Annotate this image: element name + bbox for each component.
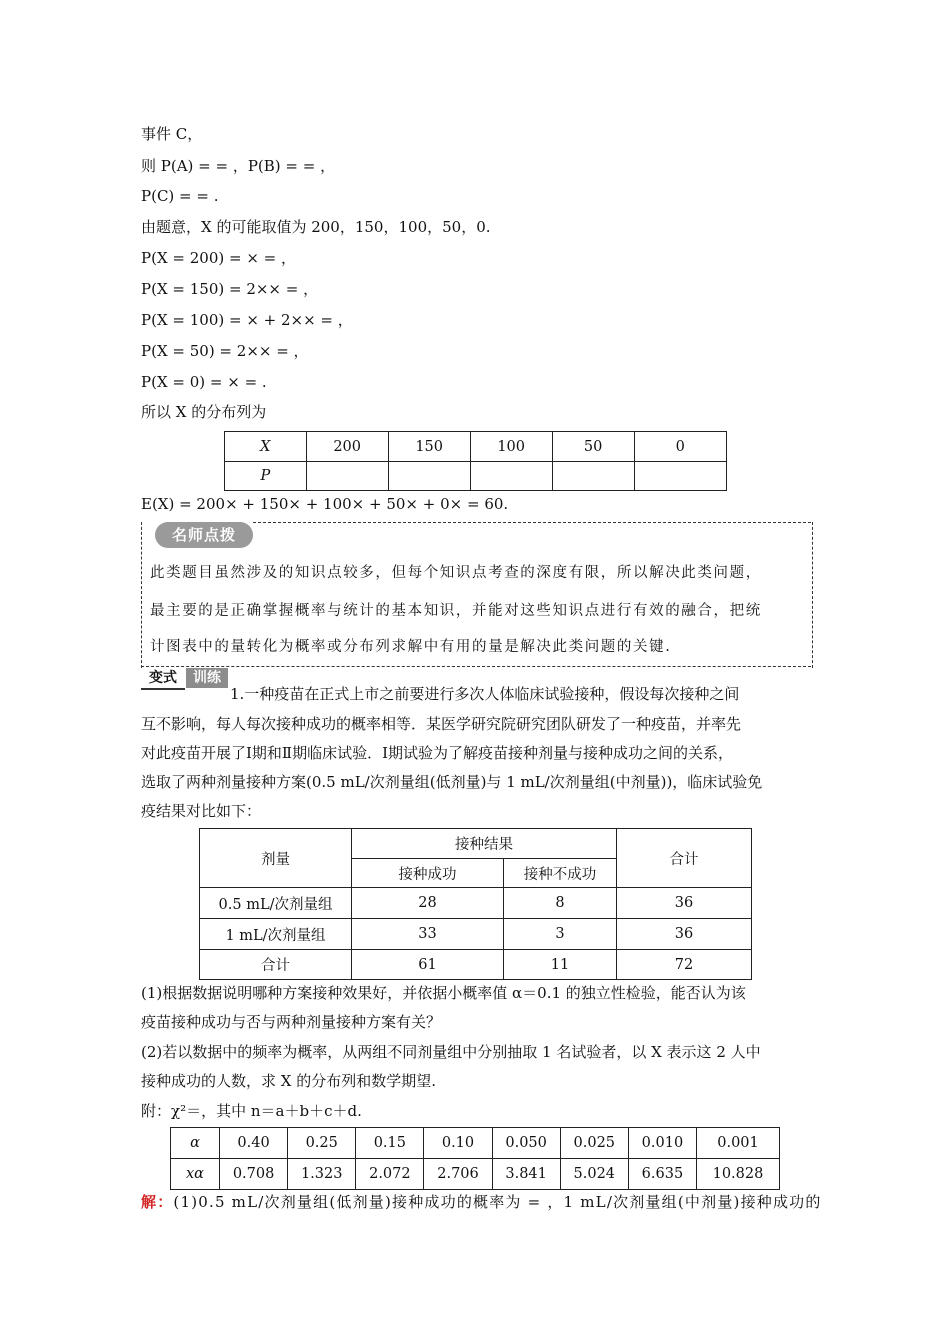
expectation-line: E(X) = 200× + 150× + 100× + 50× + 0× = 60. <box>141 495 509 513</box>
table-cell: 0.25 <box>288 1128 356 1159</box>
table-cell: 2.706 <box>424 1159 492 1190</box>
table-row <box>200 950 752 980</box>
table-cell: 0.025 <box>560 1128 628 1159</box>
table-cell: 150 <box>388 432 470 462</box>
text-line: 事件 C， <box>141 125 203 143</box>
text-line: 对此疫苗开展了Ⅰ期和Ⅱ期临床试验．Ⅰ期试验为了解疫苗接种剂量与接种成功之间的关系， <box>141 744 734 762</box>
solution-line <box>141 1192 822 1212</box>
question-line: (1)根据数据说明哪种方案接种效果好，并依据小概率值 α＝0.1 的独立性检验，能否认为该 <box>141 984 746 1002</box>
table-cell: 0.15 <box>356 1128 424 1159</box>
table-cell: 6.635 <box>628 1159 696 1190</box>
table-cell: 2.072 <box>356 1159 424 1190</box>
table-cell: 1.323 <box>288 1159 356 1190</box>
table-cell: 50 <box>552 432 634 462</box>
question-line: (2)若以数据中的频率为概率，从两组不同剂量组中分别抽取 1 名试验者，以 X 表示这 2 人中 <box>141 1043 761 1061</box>
text-line: P(X = 100) = × + 2×× = ， <box>141 311 353 329</box>
text-line: 选取了两种剂量接种方案(0.5 mL/次剂量组(低剂量)与 1 mL/次剂量组(中剂量))，临床试验免 <box>141 773 763 791</box>
table-cell <box>634 462 727 491</box>
table-cell: P <box>225 462 307 491</box>
table-cell: 200 <box>306 432 388 462</box>
table-cell: 0.10 <box>424 1128 492 1159</box>
chi-square-table <box>170 1127 780 1190</box>
table-cell: 11 <box>504 950 617 980</box>
table-cell: 1 mL/次剂量组 <box>200 919 352 950</box>
table-cell: 61 <box>352 950 504 980</box>
solution-text: (1)0.5 mL/次剂量组(低剂量)接种成功的概率为 = ，1 mL/次剂量组(中剂量)接种成功的 <box>173 1193 822 1211</box>
table-header: 合计 <box>617 829 752 888</box>
table-cell: 0.5 mL/次剂量组 <box>200 888 352 919</box>
table-header: 接种结果 <box>352 829 617 859</box>
table-cell: 0 <box>634 432 727 462</box>
table-cell: 10.828 <box>696 1159 779 1190</box>
table-cell: 5.024 <box>560 1159 628 1190</box>
table-cell: 72 <box>617 950 752 980</box>
table-cell: 0.050 <box>492 1128 560 1159</box>
tip-text: 最主要的是正确掌握概率与统计的基本知识，并能对这些知识点进行有效的融合，把统 <box>150 603 762 619</box>
table-cell: X <box>225 432 307 462</box>
result-table <box>199 828 752 980</box>
table-cell: 33 <box>352 919 504 950</box>
tip-text: 计图表中的量转化为概率或分布列求解中有用的量是解决此类问题的关键. <box>150 639 672 655</box>
text-line: P(X = 0) = × = . <box>141 373 267 391</box>
solution-label: 解： <box>141 1193 174 1211</box>
divider <box>253 522 811 523</box>
text-line: 由题意，X 的可能取值为 200，150，100，50，0. <box>141 218 491 236</box>
table-cell: xα <box>171 1159 220 1190</box>
question-line: 疫苗接种成功与否与两种剂量接种方案有关？ <box>141 1013 442 1031</box>
table-row <box>200 888 752 919</box>
table-header: 剂量 <box>200 829 352 888</box>
table-cell <box>470 462 552 491</box>
table-cell <box>388 462 470 491</box>
text-line: 则 P(A) = = ，P(B) = = ， <box>141 157 336 175</box>
table-cell: 0.40 <box>220 1128 288 1159</box>
table-cell: 0.010 <box>628 1128 696 1159</box>
divider <box>141 666 811 667</box>
table-cell: 100 <box>470 432 552 462</box>
table-cell <box>552 462 634 491</box>
table-cell: α <box>171 1128 220 1159</box>
text-line: 互不影响，每人每次接种成功的概率相等．某医学研究院研究团队研发了一种疫苗，并率先 <box>141 715 742 733</box>
table-cell: 36 <box>617 888 752 919</box>
text-line: 1.一种疫苗在正式上市之前要进行多次人体临床试验接种，假设每次接种之间 <box>230 685 740 703</box>
table-row <box>171 1159 780 1190</box>
text-line: 疫结果对比如下： <box>141 802 262 820</box>
distribution-table <box>224 431 727 491</box>
table-header: 接种不成功 <box>504 859 617 888</box>
table-cell: 28 <box>352 888 504 919</box>
table-row <box>171 1128 780 1159</box>
text-line: P(X = 50) = 2×× = ， <box>141 342 309 360</box>
table-cell: 0.001 <box>696 1128 779 1159</box>
text-line: P(X = 150) = 2×× = ， <box>141 280 319 298</box>
table-cell: 8 <box>504 888 617 919</box>
table-cell: 3 <box>504 919 617 950</box>
table-cell: 0.708 <box>220 1159 288 1190</box>
tip-label: 名师点拨 <box>155 522 253 548</box>
question-line: 接种成功的人数，求 X 的分布列和数学期望. <box>141 1072 436 1090</box>
table-cell: 3.841 <box>492 1159 560 1190</box>
text-line: P(X = 200) = × = ， <box>141 249 296 267</box>
tip-text: 此类题目虽然涉及的知识点较多，但每个知识点考查的深度有限，所以解决此类问题， <box>150 565 762 581</box>
text-line: 所以 X 的分布列为 <box>141 403 267 421</box>
table-header: 接种成功 <box>352 859 504 888</box>
table-cell <box>306 462 388 491</box>
table-row <box>200 919 752 950</box>
table-cell: 36 <box>617 919 752 950</box>
appendix-line: 附：χ²＝，其中 n＝a＋b＋c＋d. <box>141 1102 362 1120</box>
exercise-tag: 训练 <box>186 668 228 688</box>
exercise-tag: 变式 <box>141 668 185 690</box>
text-line: P(C) = = . <box>141 187 219 205</box>
table-cell: 合计 <box>200 950 352 980</box>
